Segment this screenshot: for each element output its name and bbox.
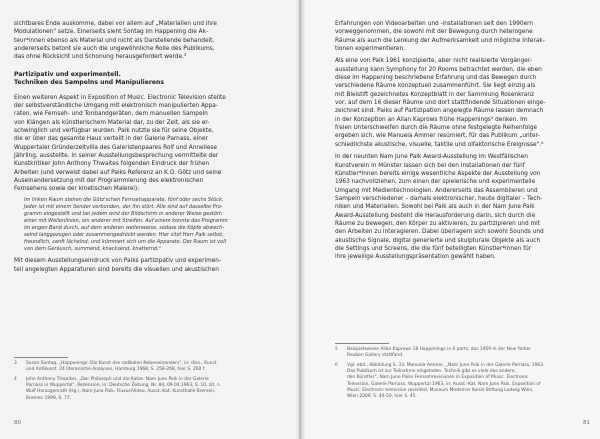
footnote-rule bbox=[14, 357, 68, 358]
right-body-text bbox=[335, 20, 593, 262]
right-page bbox=[301, 0, 600, 439]
right-paragraph-1: Erfahrungen von Videoarbeiten und -installationen seit den 1990ern vorweggenommen, die sowohl mit der Bewegung durch heterogene Räume als auch die Lenkung der Aufmerksamkeit und mögliche Interak- tionen experimentieren. bbox=[335, 21, 545, 53]
left-paragraph-1: sichtbares Ende auskomme, dabei vor allem auf „Materialien und ihre Modulationen" setze. Einerseits sieht Sontag im Happening die Ak- teur*innen ebenso als Material und nicht als Darstellende behandelt, andererseits betont sie auch die ungewöhnliche Rolle des Publikums, das ohne Rücksicht und Schonung herausgefordert werde.³ bbox=[14, 21, 217, 61]
left-page bbox=[0, 0, 299, 439]
footnote-5: 5 Beispielsweise Allan Kaprows 18 Happenings in 6 parts, das 1959 in der New Yorker Reuben Gallery stattfand. bbox=[335, 347, 532, 359]
left-paragraph-2: Einen weiteren Aspekt in Exposition of Music. Electronic Television stellte der selbstverständliche Umgang mit elektronisch manipulierten Appa- raten, wie Fernseh- und Tonbandgeräten, dem manuellen Sampeln von Klängen als künstlerischem Material dar, zu der Zeit, als sie er- schwinglich und verfügbar wurden. Paik nutzte sie für seine Objekte, die er über das gesamte Haus verteilt in der Galerie Parnass, einer Wuppertaler Gründerzeitvilla des Galeristenpaares Rolf und Anneliese Jährling, ausstellte. In seiner Ausstellungsbesprechung vermittelte der Kunstkritiker John Anthony Thwaites folgenden Eindruck der frühen Arbeiten (und verweist dabei auf Paiks Referenz an K.O. Götz und seine Auseinandersetzung mit der Programmierung des elektronischen Fernsehens sowie der kinetischen Malerei): bbox=[14, 94, 226, 193]
block-quote: Im linken Raum stehen die Götz'schen Fernsehapparate, fünf oder sechs Stück. Jeder ist mit einem Sender verbunden, der ihn stört. Alle sind auf dasselbe Pro- gramm eingestellt und bei jedem wird der Bildschirm in anderer Weise gestört: einer mit Wellenlinien, ein anderer mit Streifen. Auf einem konnte das Programm im engen Band durch, auf dem anderen wellenweise, sodass die Köpfe abwech- selnd langgezogen oder zusammengedrückt werden. Hier sitzt Herr Paik selbst, freundlich, sanft lächelnd, und kümmert sich um die Apparate. Der Raum ist voll von dem Geräusch, summend, knacksend, knatternd.⁴ bbox=[24, 196, 228, 253]
footnote-rule bbox=[335, 343, 389, 344]
footnote-4: 4 John Anthony Thwaites, „Der Philosoph und die Katze. Nam June Paik in der Galerie Parnass in Wuppertal", Rezension, in: Deutsche Zeitung, Nr. 84, 09.04.1963, S. 10, zit. n. Wulf Herzogenrath (Hg.), Nam June Paik. Fluxus/Video, Ausst.-Kat. Kunsthalle Bremen, Bremen 1999, S. 77. bbox=[14, 377, 222, 401]
right-paragraph-2: Als eine von Paik 1961 konzipierte, aber nicht realisierte Vorgänger- ausstellung kann Symphony for 20 Rooms betrachtet werden, die eben diese im Happening beschriebene Erfahrung und das Bewegen durch verschiedene Räume konzeptuell zusammenführt. Sie liegt einzig als mit Bleistift gezeichnetes Konzeptblatt in der Sammlung Rosenkranz vor, auf dem 16 dieser Räume und dort stattfindende Situationen einge- zeichnet sind. Paiks auf Partizipation angelegte Räume lassen demnach in der Konzeption an Allan Kaprows frühe Happenings⁵ denken. Im freien Unterschweifen durch die Räume ohne festgelegte Reihenfolge ergeben sich, wie Manuela Ammer resümiert, für das Publikum „unter- schiedlichste akustische, visuelle, taktile und olfaktorische Ereignisse".⁶ bbox=[335, 58, 546, 148]
section-heading: Partizipativ und experimentell. Techniken des Sampelns und Manipulierens bbox=[14, 70, 164, 87]
page-number-left: 80 bbox=[14, 420, 21, 426]
page-number-right: 81 bbox=[583, 420, 590, 426]
left-body-text bbox=[14, 20, 278, 274]
footnote-6: 6 Vgl. ebd., Abbildung S. 33, Manuela Ammer, „Nam June Paik in der Galerie Parnass, 1963. Das Publikum ist zur Teilnahme eingeladen. Technik gibt es viele das andere, den Künstler", Nam June Paiks Fernsehrevisionen in Exposition of Music. Electronic Television, Galerie Parnass, Wuppertal 1963, in: Ausst.-Kat. Nam June Paik. Exposition of Music. Electronic television revisited, Museum Moderner Kunst Stiftung Ludwig Wien, Wien 2009, S. 44-50, hier S. 45. bbox=[335, 363, 545, 400]
right-paragraph-3: In der neunten Nam June Paik Award-Ausstellung im Westfälischen Kunstverein in Münster lassen sich bei den Installationen der fünf Künstler*innen bereits einige wesentliche Aspekte der Ausstellung von 1963 nachvollziehen, zum einen der spielerische und experimentelle Umgang mit Medientechnologien. Andererseits das Assemblieren und Sampeln verschiedener – damals elektronischer, heute digitaler – Tech- niken und Materialien. Sowohl bei Paik als auch in der Nam June Paik Award-Ausstellung besteht die Herausforderung darin, sich durch die Räume zu bewegen, den Körper zu aktivieren, zu partizipieren und mit den Arbeiten zu interagieren. Dabei überlagern sich sowohl Sounds und akustische Signale, digital generierte und skulpturale Objekte als auch die Settings und Screens, die die fünf beteiligten Künstler*innen für ihre jeweilige Ausstellungspräsentation gewählt haben. bbox=[335, 154, 544, 261]
left-paragraph-3: Mit diesem Ausstellungseindruck von Paiks partizipativ und experimen- tell angelegten Apparaturen sind bereits die visuellen und akustischen bbox=[14, 258, 222, 273]
book-gutter bbox=[296, 0, 306, 439]
footnote-3: 3 Susan Sontag, „Happenings: Die Kunst des radikalen Nebeneinanders", in: dies., Kunst und Antikunst. 24 literarische Analysen, Hamburg 1968, S. 258-268, hier S. 260 f. bbox=[14, 361, 217, 373]
